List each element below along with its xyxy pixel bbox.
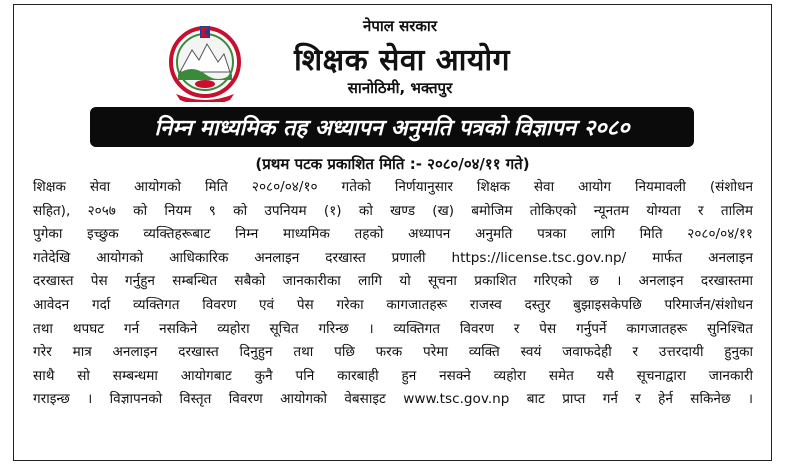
organization-title: शिक्षक सेवा आयोग: [293, 43, 511, 78]
publication-date: (प्रथम पटक प्रकाशित मिति :- २०८०/०४/११ गते): [255, 155, 530, 173]
notice-banner: [90, 107, 694, 147]
notice-line: तथा थपघट गर्न नसकिने व्यहोरा सूचित गरिन्छ । व्यक्तिगत विवरण र पेस गर्नुपर्ने कागजातहरू सुनिश्चित: [33, 320, 753, 337]
organization-address: सानोठिमी, भक्तपुर: [347, 79, 453, 97]
notice-line: साथै सो सम्बन्धमा आयोगबाट कुनै पनि कारबाही हुन नसक्ने व्यहोरा समेत यसै सूचनाद्वारा जानकारी: [33, 367, 753, 384]
notice-line: दरखास्त पेस गर्नुहुन सम्बन्धित सबैको जानकारीका लागि यो सूचना प्रकाशित गरिएको छ । अनलाइन दरखास्तमा: [33, 273, 753, 290]
government-heading: नेपाल सरकार: [363, 17, 437, 35]
notice-line: गरेर मात्र अनलाइन दरखास्त दिनुहुन तथा पछि फरक परेमा व्यक्ति स्वयं जवाफदेही र उत्तरदायी हुनुका: [33, 344, 753, 361]
banner-title: निम्न माध्यमिक तह अध्यापन अनुमति पत्रको विज्ञापन २०८०: [154, 116, 630, 141]
nepal-government-emblem-icon: [166, 16, 244, 102]
notice-line: गराइन्छ । विज्ञापनको विस्तृत विवरण आयोगको वेबसाइट www.tsc.gov.np बाट प्राप्त गर्न र हेर्न सकिनेछ ।: [33, 391, 753, 408]
notice-line: आवेदन गर्दा व्यक्तिगत विवरण एवं पेस गरेका कागजातहरू राजस्व दस्तुर बुझाइसकेपछि परिमार्जन/संशोधन: [33, 296, 753, 313]
notice-line: पुगेका इच्छुक व्यक्तिहरूबाट निम्न माध्यमिक तहको अध्यापन अनुमति पत्रका लागि मिति २०८०/०४/११: [33, 226, 753, 243]
notice-body: [33, 176, 753, 412]
notice-line: सहित), २०५७ को नियम ९ को उपनियम (१) को खण्ड (ख) बमोजिम तोकिएको न्यूनतम योग्यता र तालिम: [33, 202, 753, 219]
notice-line: गतेदेखि आयोगको आधिकारिक अनलाइन दरखास्त प्रणाली https://license.tsc.gov.np/ मार्फत अनलाइन: [33, 249, 753, 266]
notice-line: शिक्षक सेवा आयोगको मिति २०८०/०४/१० गतेको निर्णयानुसार शिक्षक सेवा आयोग नियमावली (संशोधन: [33, 179, 753, 195]
